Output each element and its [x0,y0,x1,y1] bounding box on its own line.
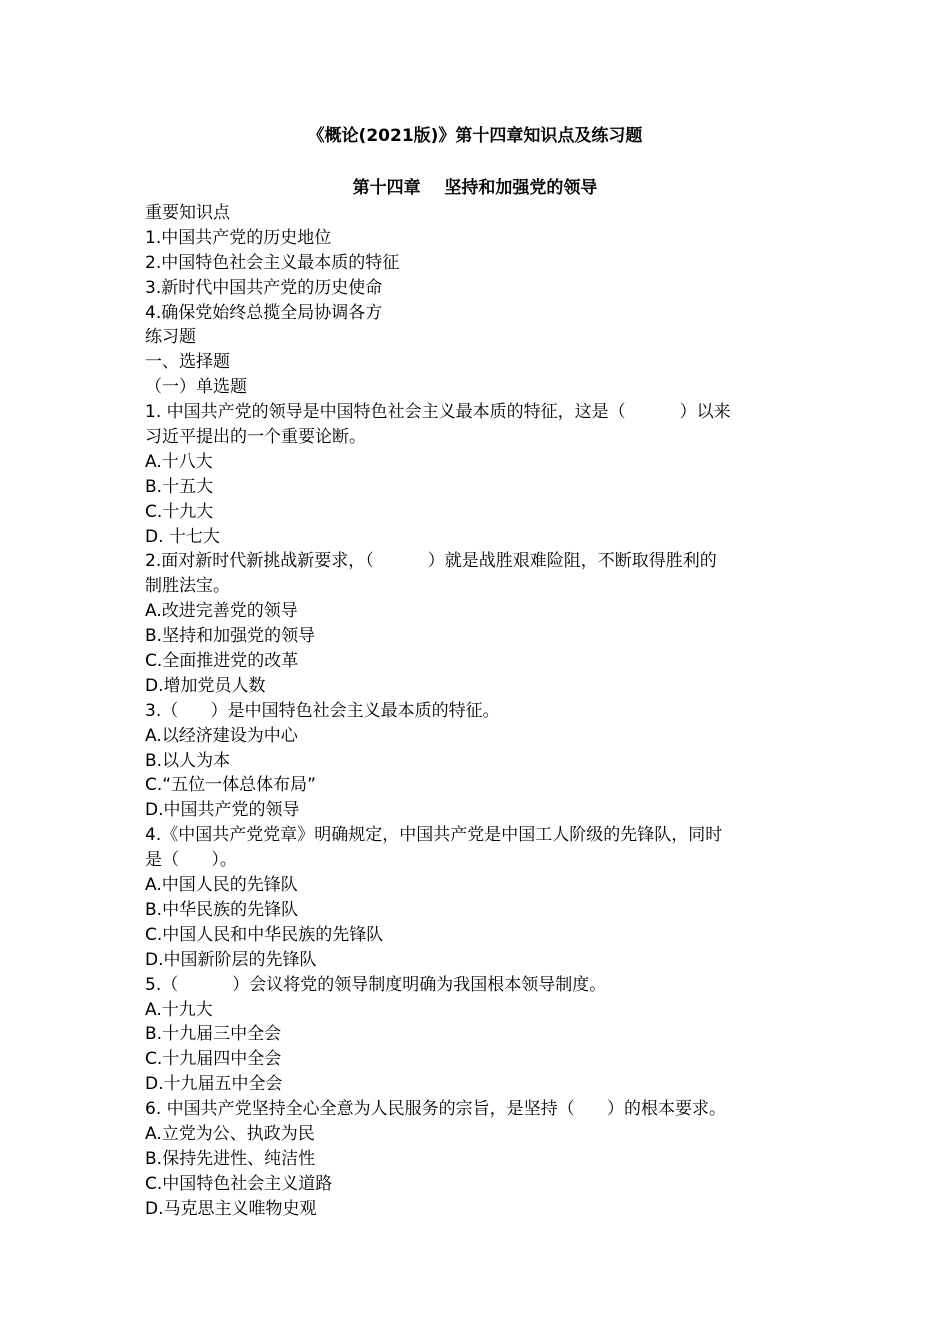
chapter-title: 第十四章 坚持和加强党的领导 [352,178,598,198]
answer-option: C.“五位一体总体布局” [145,775,316,796]
answer-option: A.十八大 [145,451,213,472]
knowledge-point: 3.新时代中国共产党的历史使命 [145,277,383,298]
answer-option: B.十五大 [145,476,214,497]
knowledge-point: 1.中国共产党的历史地位 [145,227,332,248]
knowledge-heading: 重要知识点 [145,203,230,223]
exercises-heading: 练习题 [145,327,196,348]
answer-option: B.中华民族的先锋队 [145,899,299,920]
answer-option: D.中国新阶层的先锋队 [145,949,317,970]
answer-option: C.十九大 [145,501,214,522]
question-stem-continued: 制胜法宝。 [145,576,230,597]
knowledge-point: 4.确保党始终总揽全局协调各方 [145,302,383,323]
knowledge-point: 2.中国特色社会主义最本质的特征 [145,252,400,273]
answer-option: B.坚持和加强党的领导 [145,626,316,647]
answer-option: A.十九大 [145,999,213,1020]
answer-option: B.保持先进性、纯洁性 [145,1148,316,1169]
answer-option: C.中国人民和中华民族的先锋队 [145,924,384,945]
question-stem: 4.《中国共产党党章》明确规定，中国共产党是中国工人阶级的先锋队，同时 [145,825,723,846]
answer-option: D.中国共产党的领导 [145,800,300,821]
document-title: 《概论(2021版)》第十四章知识点及练习题 [307,126,643,146]
answer-option: A.立党为公、执政为民 [145,1123,315,1144]
answer-option: A.中国人民的先锋队 [145,875,298,896]
section-heading: 一、选择题 [145,352,230,373]
answer-option: C.中国特色社会主义道路 [145,1173,333,1194]
answer-option: C.全面推进党的改革 [145,651,299,672]
document-body [145,201,805,1222]
answer-option: D.十九届五中全会 [145,1074,283,1095]
answer-option: C.十九届四中全会 [145,1049,282,1070]
answer-option: D.马克思主义唯物史观 [145,1198,317,1219]
answer-option: B.十九届三中全会 [145,1024,282,1045]
answer-option: A.以经济建设为中心 [145,725,298,746]
question-stem: 3.（ ）是中国特色社会主义最本质的特征。 [145,700,500,721]
question-stem: 6. 中国共产党坚持全心全意为人民服务的宗旨，是坚持（ ）的根本要求。 [145,1099,727,1120]
answer-option: B.以人为本 [145,750,231,771]
question-stem-continued: 是（ ）。 [145,850,237,871]
question-stem-continued: 习近平提出的一个重要论断。 [145,427,366,448]
subsection-heading: （一）单选题 [145,377,247,398]
answer-option: D. 十七大 [145,526,220,547]
question-stem: 1. 中国共产党的领导是中国特色社会主义最本质的特征，这是（ ）以来 [145,402,731,423]
question-stem: 5.（ ）会议将党的领导制度明确为我国根本领导制度。 [145,974,607,995]
question-stem: 2.面对新时代新挑战新要求，（ ）就是战胜艰难险阻，不断取得胜利的 [145,551,717,572]
answer-option: D.增加党员人数 [145,675,266,696]
answer-option: A.改进完善党的领导 [145,601,298,622]
